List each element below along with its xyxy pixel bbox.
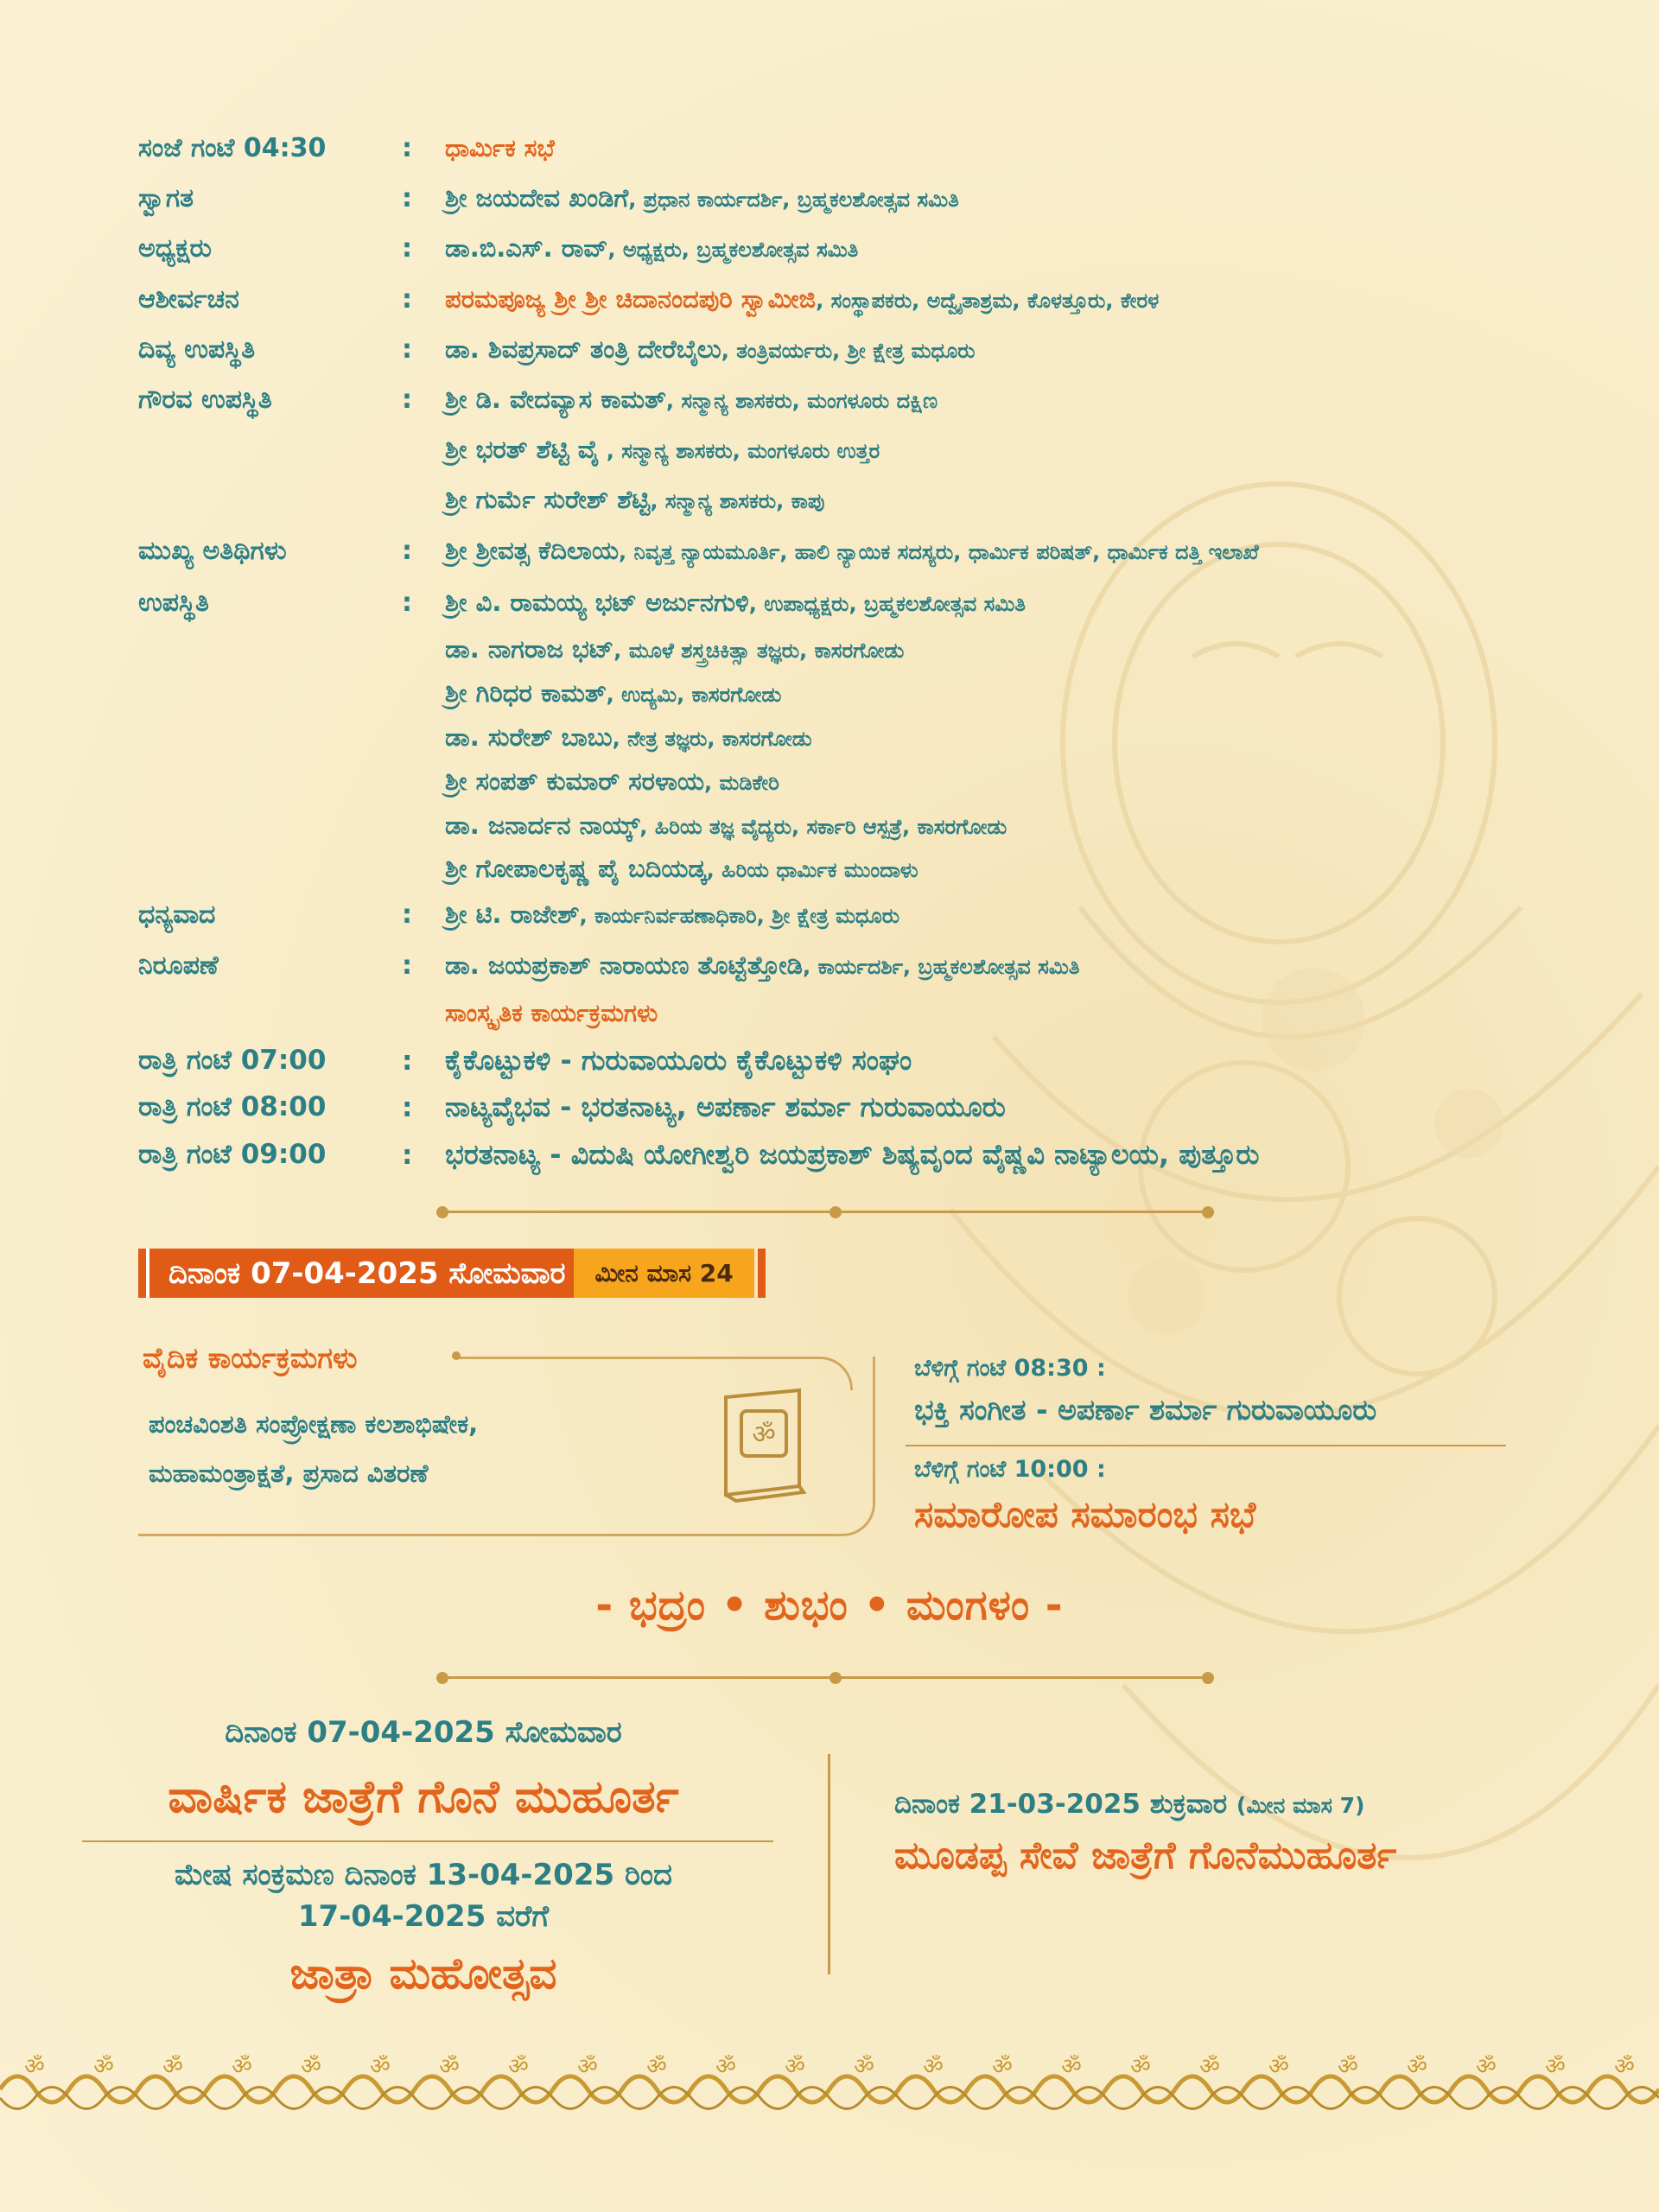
- person-name: ಡಾ.ಬಿ.ಎಸ್. ರಾವ್: [445, 233, 608, 263]
- om-glyph: ॐ: [370, 2054, 391, 2080]
- person-name: ಡಾ. ಜಯಪ್ರಕಾಶ್ ನಾರಾಯಣ ತೊಟ್ಟೆತ್ತೋಡಿ: [445, 950, 803, 980]
- divider-line: [436, 1211, 1214, 1213]
- morning-time-2: ಬೆಳಿಗ್ಗೆ ಗಂಟೆ 10:00 :: [914, 1456, 1106, 1483]
- om-glyph: ॐ: [301, 2054, 321, 2080]
- person-desc: , ಉದ್ಯಮಿ, ಕಾಸರಗೋಡು: [606, 683, 782, 707]
- om-glyph: ॐ: [1061, 2054, 1082, 2080]
- program-colon: :: [402, 183, 412, 213]
- morning-time-1: ಬೆಳಿಗ್ಗೆ ಗಂಟೆ 08:30 :: [914, 1355, 1106, 1382]
- program-label: ರಾತ್ರಿ ಗಂಟೆ 08:00: [138, 1091, 327, 1122]
- date-banner-date: ದಿನಾಂಕ 07-04-2025 ಸೋಮವಾರ: [146, 1249, 574, 1298]
- program-value: [445, 284, 1159, 315]
- jatra-dates-1: ಮೇಷ ಸಂಕ್ರಮಣ ದಿನಾಂಕ 13-04-2025 ರಿಂದ: [175, 1858, 672, 1892]
- person-desc: , ಹಿರಿಯ ತಜ್ಞ ವೈದ್ಯರು, ಸರ್ಕಾರಿ ಆಸ್ಪತ್ರೆ, ಕಾಸರಗೋಡು: [639, 815, 1007, 839]
- program-row: [138, 435, 880, 465]
- program-colon: :: [402, 284, 412, 315]
- program-row: [138, 766, 779, 797]
- program-value: [445, 233, 858, 264]
- person-name: ಶ್ರೀ ಟಿ. ರಾಜೇಶ್: [445, 899, 580, 929]
- program-value: [445, 334, 976, 365]
- om-glyph: ॐ: [232, 2054, 252, 2080]
- om-glyph: ॐ: [1130, 2054, 1151, 2080]
- program-row: [138, 284, 1159, 315]
- program-colon: :: [402, 1091, 413, 1123]
- om-glyph: ॐ: [1268, 2054, 1289, 2080]
- om-glyph: ॐ: [1199, 2054, 1220, 2080]
- divider-dot: [1202, 1206, 1214, 1218]
- program-label: ಧನ್ಯವಾದ: [138, 899, 216, 930]
- person-desc: , ಕಾರ್ಯದರ್ಶಿ, ಬ್ರಹ್ಮಕಲಶೋತ್ಸವ ಸಮಿತಿ: [802, 955, 1080, 979]
- person-name: ಶ್ರೀ ಗುರ್ಮೆ ಸುರೇಶ್ ಶೆಟ್ಟಿ: [445, 485, 651, 514]
- program-row: [138, 233, 858, 264]
- svg-text:ॐ: ॐ: [752, 1420, 776, 1450]
- person-name: ಶ್ರೀ ಡಿ. ವೇದವ್ಯಾಸ ಕಾಮತ್: [445, 385, 666, 414]
- program-label: ಉಪಸ್ಥಿತಿ: [138, 588, 209, 618]
- program-row: [138, 334, 976, 365]
- om-glyph: ॐ: [785, 2054, 805, 2080]
- date-banner: [138, 1249, 766, 1298]
- program-colon: :: [402, 1139, 413, 1171]
- program-label: ಆಶೀರ್ವಚನ: [138, 284, 239, 315]
- program-value: [445, 810, 1007, 841]
- person-name: ಶ್ರೀ ವಿ. ರಾಮಯ್ಯ ಭಟ್ ಅರ್ಜುನಗುಳಿ: [445, 588, 749, 617]
- om-glyph: ॐ: [93, 2054, 114, 2080]
- program-colon: :: [402, 233, 412, 264]
- person-desc: , ಕಾರ್ಯನಿರ್ವಹಣಾಧಿಕಾರಿ, ಶ್ರೀ ಕ್ಷೇತ್ರ ಮಧೂರು: [579, 904, 900, 928]
- person-desc: , ಸನ್ಮಾನ್ಯ ಶಾಸಕರು, ಮಂಗಳೂರು ಉತ್ತರ: [599, 439, 880, 463]
- person-name: ಡಾ. ಜನಾರ್ದನ ನಾಯ್ಕ್: [445, 810, 640, 840]
- program-value: [445, 385, 938, 415]
- program-row: [138, 899, 899, 930]
- om-glyph: ॐ: [24, 2054, 45, 2080]
- person-name: ಶ್ರೀ ಶ್ರೀವತ್ಸ ಕೆದಿಲಾಯ: [445, 536, 620, 565]
- person-desc: , ನೇತ್ರ ತಜ್ಞರು, ಕಾಸರಗೋಡು: [612, 727, 812, 751]
- program-value: [445, 485, 824, 515]
- program-colon: :: [402, 536, 412, 566]
- program-value: ಭರತನಾಟ್ಯ - ವಿದುಷಿ ಯೋಗೀಶ್ವರಿ ಜಯಪ್ರಕಾಶ್ ಶಿಷ್ಯವೃಂದ ವೈಷ್ಣವಿ ನಾಟ್ಯಾಲಯ, ಪುತ್ತೂರು: [445, 1138, 1260, 1171]
- om-glyph: ॐ: [646, 2054, 667, 2080]
- program-label: ರಾತ್ರಿ ಗಂಟೆ 09:00: [138, 1139, 327, 1170]
- program-label: ಸಂಜೆ ಗಂಟೆ 04:30: [138, 133, 327, 163]
- person-desc: , ಮೂಳೆ ಶಸ್ತ್ರಚಿಕಿತ್ಸಾ ತಜ್ಞರು, ಕಾಸರಗೋಡು: [613, 639, 905, 663]
- om-glyph: ॐ: [508, 2054, 529, 2080]
- program-row: [138, 722, 812, 753]
- divider-dot: [436, 1206, 448, 1218]
- om-book-icon: [717, 1387, 812, 1503]
- morning-event-1: ಭಕ್ತಿ ಸಂಗೀತ - ಅಪರ್ಣಾ ಶರ್ಮಾ ಗುರುವಾಯೂರು: [914, 1393, 1377, 1427]
- program-row: [138, 1044, 912, 1077]
- program-label: ಮುಖ್ಯ ಅತಿಥಿಗಳು: [138, 536, 287, 566]
- program-row: [138, 133, 555, 163]
- om-glyph: ॐ: [1614, 2054, 1635, 2080]
- person-name: ಡಾ. ಸುರೇಶ್ ಬಾಬು: [445, 722, 613, 752]
- person-desc: , ತಂತ್ರಿವರ್ಯರು, ಶ್ರೀ ಕ್ಷೇತ್ರ ಮಧೂರು: [721, 339, 976, 363]
- program-colon: :: [402, 950, 412, 981]
- moodappa-date: ದಿನಾಂಕ 21-03-2025 ಶುಕ್ರವಾರ (ಮೀನ ಮಾಸ 7): [894, 1789, 1365, 1820]
- program-value: ನಾಟ್ಯವೈಭವ - ಭರತನಾಟ್ಯ, ಅಪರ್ಣಾ ಶರ್ಮಾ ಗುರುವಾಯೂರು: [445, 1090, 1006, 1123]
- om-glyph: ॐ: [715, 2054, 736, 2080]
- person-name: ಶ್ರೀ ಭರತ್ ಶೆಟ್ಟಿ ವೈ: [445, 435, 600, 464]
- program-row: [138, 1138, 1259, 1172]
- program-value: [445, 678, 781, 709]
- om-glyph: ॐ: [1407, 2054, 1427, 2080]
- program-colon: :: [402, 588, 412, 618]
- om-glyph: ॐ: [162, 2054, 183, 2080]
- moodappa-title: ಮೂಡಪ್ಪ ಸೇವೆ ಜಾತ್ರೆಗೆ ಗೊನೆಮುಹೂರ್ತ: [894, 1834, 1397, 1878]
- om-glyph: ॐ: [854, 2054, 874, 2080]
- program-value: [445, 854, 918, 884]
- date-banner-tag: ಮೀನ ಮಾಸ 24: [574, 1249, 753, 1298]
- om-glyph: ॐ: [992, 2054, 1013, 2080]
- person-name: ಡಾ. ಶಿವಪ್ರಸಾದ್ ತಂತ್ರಿ ದೇರೆಬೈಲು: [445, 334, 721, 364]
- program-label: ಅಧ್ಯಕ್ಷರು: [138, 233, 212, 264]
- program-row: [138, 810, 1007, 841]
- program-colon: :: [402, 1045, 413, 1077]
- person-name: ಶ್ರೀ ಗೋಪಾಲಕೃಷ್ಣ ಪೈ ಬದಿಯಡ್ಕ: [445, 854, 707, 883]
- program-value: ಸಾಂಸ್ಕೃತಿಕ ಕಾರ್ಯಕ್ರಮಗಳು: [445, 999, 658, 1027]
- program-colon: :: [402, 334, 412, 365]
- program-label: ರಾತ್ರಿ ಗಂಟೆ 07:00: [138, 1045, 327, 1076]
- program-row: [138, 385, 938, 415]
- person-desc: , ನಿವೃತ್ತ ನ್ಯಾಯಮೂರ್ತಿ, ಹಾಲಿ ನ್ಯಾಯಿಕ ಸದಸ್ಯರು, ಧಾರ್ಮಿಕ ಪರಿಷತ್, ಧಾರ್ಮಿಕ ದತ್ತಿ ಇಲಾಖೆ: [619, 540, 1259, 564]
- om-glyph: ॐ: [1338, 2054, 1358, 2080]
- program-row: [138, 678, 781, 709]
- person-desc: , ಸನ್ಮಾನ್ಯ ಶಾಸಕರು, ಕಾಪು: [650, 489, 825, 513]
- om-glyph: ॐ: [577, 2054, 598, 2080]
- program-row: [138, 999, 658, 1028]
- program-row: [138, 588, 1026, 618]
- vaidika-heading: ವೈದಿಕ ಕಾರ್ಯಕ್ರಮಗಳು: [143, 1341, 358, 1375]
- program-row: [138, 536, 1259, 566]
- om-glyph: ॐ: [1476, 2054, 1497, 2080]
- program-value: ಕೈಕೊಟ್ಟುಕಳಿ - ಗುರುವಾಯೂರು ಕೈಕೊಟ್ಟುಕಳಿ ಸಂಘಂ: [445, 1044, 912, 1077]
- program-row: [138, 485, 824, 515]
- program-row: [138, 634, 904, 664]
- person-name: ಶ್ರೀ ಗಿರಿಧರ ಕಾಮತ್: [445, 678, 607, 708]
- program-row: [138, 1090, 1006, 1124]
- om-glyph: ॐ: [923, 2054, 944, 2080]
- person-name: ಡಾ. ನಾಗರಾಜ ಭಟ್: [445, 634, 614, 664]
- person-name: ಶ್ರೀ ಜಯದೇವ ಖಂಡಿಗೆ: [445, 183, 629, 213]
- motto: - ಭದ್ರಂ • ಶುಭಂ • ಮಂಗಳಂ -: [595, 1581, 1064, 1630]
- jatra-dates-2: 17-04-2025 ವರೆಗೆ: [297, 1899, 550, 1934]
- om-glyph: ॐ: [439, 2054, 460, 2080]
- program-colon: :: [402, 385, 412, 415]
- person-desc: , ಅಧ್ಯಕ್ಷರು, ಬ್ರಹ್ಮಕಲಶೋತ್ಸವ ಸಮಿತಿ: [607, 238, 859, 262]
- gone-date: ದಿನಾಂಕ 07-04-2025 ಸೋಮವಾರ: [225, 1715, 622, 1750]
- program-label: ಗೌರವ ಉಪಸ್ಥಿತಿ: [138, 385, 272, 415]
- person-desc: , ಪ್ರಧಾನ ಕಾರ್ಯದರ್ಶಿ, ಬ್ರಹ್ಮಕಲಶೋತ್ಸವ ಸಮಿತಿ: [628, 188, 959, 212]
- morning-event-2: ಸಮಾರೋಪ ಸಮಾರಂಭ ಸಭೆ: [914, 1493, 1256, 1535]
- program-label: ಸ್ವಾಗತ: [138, 183, 194, 213]
- person-desc: , ಸಂಸ್ಥಾಪಕರು, ಅದ್ವೈತಾಶ್ರಮ, ಕೊಳತ್ತೂರು, ಕೇರಳ: [816, 289, 1160, 313]
- om-border-motif: [0, 2037, 1659, 2124]
- program-value: [445, 435, 880, 465]
- program-value: [445, 588, 1026, 618]
- program-colon: :: [402, 133, 412, 163]
- vaidika-text: ಪಂಚವಿಂಶತಿ ಸಂಪ್ರೋಕ್ಷಣಾ ಕಲಶಾಭಿಷೇಕ, ಮಹಾಮಂತ್ರಾಕ್ಷತೆ, ಪ್ರಸಾದ ವಿತರಣೆ: [149, 1409, 479, 1488]
- person-name: ಪರಮಪೂಜ್ಯ ಶ್ರೀ ಶ್ರೀ ಚಿದಾನಂದಪುರಿ ಸ್ವಾಮೀಜಿ: [445, 284, 817, 314]
- person-desc: , ಸನ್ಮಾನ್ಯ ಶಾಸಕರು, ಮಂಗಳೂರು ದಕ್ಷಿಣ: [665, 389, 938, 413]
- divider-dot: [830, 1206, 842, 1218]
- program-value: [445, 899, 899, 930]
- program-row: [138, 950, 1080, 981]
- program-label: ನಿರೂಪಣೆ: [138, 950, 219, 981]
- program-value: [445, 722, 812, 753]
- program-value: [445, 183, 959, 213]
- person-name: ಶ್ರೀ ಸಂಪತ್ ಕುಮಾರ್ ಸರಳಾಯ: [445, 766, 705, 796]
- divider-line: [436, 1676, 1214, 1679]
- program-value: [445, 766, 779, 797]
- person-desc: , ಉಪಾಧ್ಯಕ್ಷರು, ಬ್ರಹ್ಮಕಲಶೋತ್ಸವ ಸಮಿತಿ: [748, 592, 1026, 616]
- program-value: [445, 950, 1080, 981]
- program-value: [445, 634, 904, 664]
- person-desc: , ಮಡಿಕೇರಿ: [704, 771, 779, 795]
- om-glyph: ॐ: [1545, 2054, 1566, 2080]
- person-desc: , ಹಿರಿಯ ಧಾರ್ಮಿಕ ಮುಂದಾಳು: [706, 858, 918, 882]
- program-row: [138, 854, 918, 884]
- gone-title: ವಾರ್ಷಿಕ ಜಾತ್ರೆಗೆ ಗೊನೆ ಮುಹೂರ್ತ: [168, 1771, 679, 1823]
- program-value: [445, 536, 1259, 566]
- program-row: [138, 183, 959, 213]
- program-colon: :: [402, 899, 412, 930]
- jatra-title: ಜಾತ್ರಾ ಮಹೋತ್ಸವ: [289, 1948, 557, 1999]
- program-value: ಧಾರ್ಮಿಕ ಸಭೆ: [445, 133, 555, 162]
- program-label: ದಿವ್ಯ ಉಪಸ್ಥಿತಿ: [138, 334, 256, 365]
- vertical-divider: [828, 1754, 830, 1974]
